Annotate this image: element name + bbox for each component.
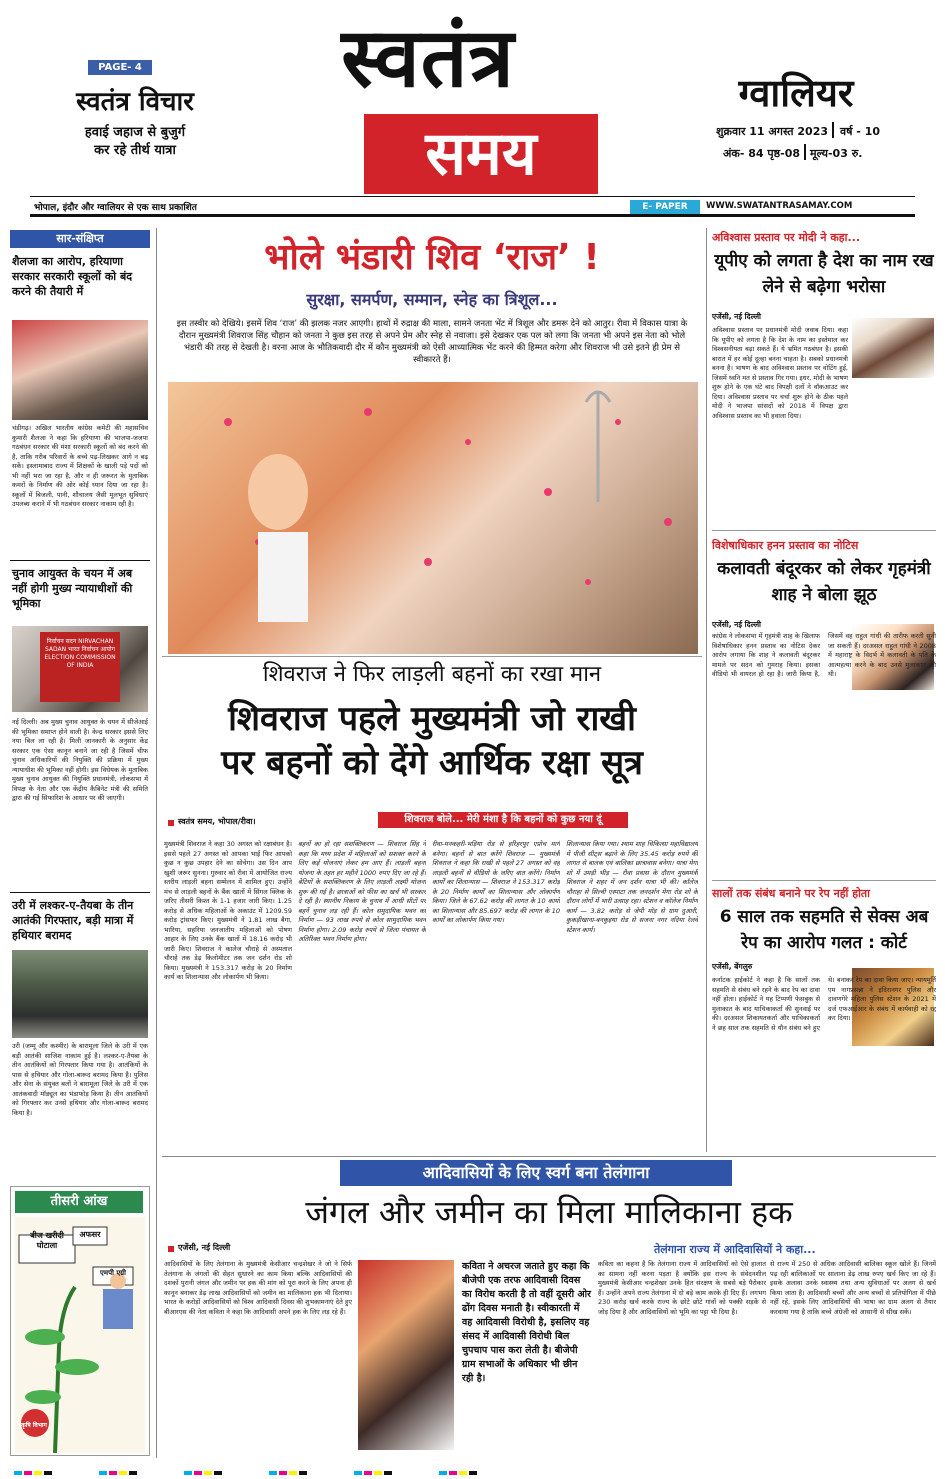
right-story2-headline[interactable]: कलावती बंदूरकर को लेकर गृहमंत्री शाह ने बोला झूठ xyxy=(717,559,931,605)
right-story1-byline: एजेंसी, नई दिल्ली xyxy=(712,312,761,321)
issue-price: मूल्य-03 रु. xyxy=(810,147,863,160)
lead-headline-part1: भोले भंडारी शिव xyxy=(264,237,481,278)
right-column xyxy=(712,228,936,1152)
sidebar-story1-body: चंडीगढ़। अखिल भारतीय कांग्रेस कमेटी की महासचिव कुमारी शैलजा ने कहा कि हरियाणा की भाजपा-जजपा गठबंधन सरकार की मंशा सरकारी स्कूलों को बंद करने की है, ताकि गरीब परिवारों के बच्चे पढ़-लिखकर आगे न बढ़ सकें। इस्लामाबाद राज्य में शिक्षकों के खाली पड़े पदों को भी नहीं भरा जा रहा है, और न ही जरूरत के मुताबिक कमरों के निर्माण की ओर कोई ध्यान दिया जा रहा है। स्कूलों में बिजली, पानी, शौचालय जैसी मूलभूत सुविधाएं उपलब्ध कराने में भी गठबंधन सरकार नाकाम रही है। xyxy=(12,424,148,508)
lead-subheadline: सुरक्षा, समर्पण, सम्मान, स्नेह का त्रिशूल... xyxy=(306,290,558,309)
sidebar-story3-headline[interactable]: उरी में लश्कर-ए-तैयबा के तीन आतंकी गिरफ्तार, बड़ी मात्रा में हथियार बरामद xyxy=(12,899,134,942)
section-title: स्वतंत्र विचार xyxy=(76,87,194,117)
cartoon-label-agro: एमपी एग्री xyxy=(100,1269,126,1277)
telangana-quote: कविता ने अचरज जताते हुए कहा कि बीजेपी एक तरफ आदिवासी दिवस का विरोध करती है तो वहीं दूसरी ओर ढोंग दिवस मनाती है। स्वीकारती में वह आदिवासी विरोधी है, इसलिए वह संसद में आदिवासी विरोधी बिल चुपचाप पास करा लेती है। बीजेपी ग्राम सभाओं के अधिकार भी छीन रही है। xyxy=(462,1261,592,1384)
page-header xyxy=(0,0,945,228)
sidebar xyxy=(10,228,153,1458)
byline-marker xyxy=(168,1246,174,1252)
telangana-right-kicker: तेलंगाना राज्य में आदिवासियों ने कहा... xyxy=(654,1243,816,1256)
telangana-col-1: आदिवासियों के लिए तेलंगाना के मुख्यमंत्री केसीआर चन्द्रशेखर ने जो ने सिर्फ तेलंगाना के जंगलों की सेहत सुधारने का काम किया बल्कि आदिवासियों की दशकों पुरानी जंगल और जमीन पर हक की मांग को पूरा करने के लिए अपना ही कानून बनाकर डेढ़ लाख आदिवासियों को जमीन का मालिकाना हक भी दिलाया। भारत के करोड़ों आदिवासियों को विश्व आदिवासी दिवस की शुभकामनाएं देते हुए बीआरएस की नेता कविता ने कहा कि आदिवासी अपने हक के लिए लड़ रहे हैं। xyxy=(164,1260,352,1316)
sidebar-story1-headline[interactable]: शैलजा का आरोप, हरियाणा सरकार सरकारी स्कूलों को बंद करने की तैयारी में xyxy=(12,255,133,298)
telangana-col-4: से राज्य में 250 से अधिक आदिवासी बालिका स्कूल खोले हैं। जिनमें पढ़ रही बालिकाओं पर सालाना डेढ़ लाख रुपए खर्च किए जा रहे हैं। इसके अलावा उनके स्वास्थ्य तथा अन्य सुविधाओं पर अलग से खर्च किया जाता है। आदिवासी बच्चों और अन्य बच्चों से प्रतियोगिता में पीछे नहीं रहें, इसके लिए आदिवासियों की भाषा का ग्राम अलग से तैयार करवाया गया है ताकि बच्चे अंग्रेजी को आसानी से सीख सकें। xyxy=(770,1260,936,1316)
terrorist-arrest-photo xyxy=(12,950,148,1038)
telangana-story xyxy=(162,1156,936,1456)
lead-intro: इस तस्वीर को देखिये। इसमें शिव ‘राज’ की झलक नजर आएगी। हाथों में रुद्राक्ष की माला, सामने जनता भेंट में त्रिशूल और डमरू देने को आतुर। रीवा में विकास यात्रा के दौरान मुख्यमंत्री शिवराज सिंह चौहान को जनता ने कुछ इस तरह से अपने प्रेम और स्नेह से नवाजा। इसे देखकर एक पल को लगा कि जनता भी अपने इस नेता को भोले भंडारी की तरह से देखती है। वरना आज के भौतिकवादी दौर में कौन मुख्यमंत्री को ऐसी आध्यात्मिक भेंट करने की हिम्मत करेगा और शिवराज भी उसे इतने ही प्रेम से स्वीकारते हैं। xyxy=(176,319,688,365)
main-headline-line2[interactable]: पर बहनों को देंगे आर्थिक रक्षा सूत्र xyxy=(221,743,643,783)
cartoon-drawing xyxy=(15,1217,145,1453)
divider xyxy=(162,1156,936,1157)
lead-col-4: शिलान्यास किया गया। श्याम शाह चिकित्सा महाविद्यालय में पीजी सीट्स बढ़ाने के लिए 35.45 करोड़ रुपये की लागत से बालक एवं बालिका छात्रावास बनेगा। यात्रा मेगा शो में उमड़ी भीड़ — रीवा प्रवास के दौरान मुख्यमंत्री शिवराज ने शहर में जन दर्शन यात्रा भी की। कॉलेज चौराहा से सिल्वी एस्पाटा तक जनदर्शन मेगा रोड शो के दौरान लोगों में भारी उत्साह रहा। स्टेशन व कॉलेज निर्माण कार्य — 3.82 करोड़ से जेपी मोड़ से ग्राम दुआरी, कुकड़ीखाना-बनकुइया रोड से सजना नगर नदिया रेलवे स्टेशन कार्य। xyxy=(566,840,698,934)
main-headline-line1[interactable]: शिवराज पहले मुख्यमंत्री जो राखी xyxy=(228,699,636,739)
lead-kicker: शिवराज ने फिर लाड़ली बहनों का रखा मान xyxy=(262,662,602,687)
right-story2-kicker: विशेषाधिकार हनन प्रस्ताव का नोटिस xyxy=(712,539,859,552)
right-story3-kicker: सालों तक संबंध बनाने पर रेप नहीं होता xyxy=(712,887,871,900)
quote-banner: शिवराज बोले... मेरी मंशा है कि बहनों को कुछ नया दूं xyxy=(378,812,628,828)
divider xyxy=(10,892,150,893)
lead-headline[interactable] xyxy=(162,234,702,282)
page-label: PAGE- 4 xyxy=(88,60,152,75)
lead-col-1: मुख्यमंत्री शिवराज ने कहा 30 अगस्त को रक्षाबंधन है। इससे पहले 27 अगस्त को आपका भाई फिर आपको कुछ न कुछ उपहार देने का सोचेगा। उस दिन आप खुशी जरूर सुनना। गुरुवार को रीवा में आयोजित राज्य स्तरीय लाड़ली बहना सम्मेलन में शामिल हुए। उन्होंने मंच से लाड़ली बहनों के बैंक खातों में सिंगल क्लिक के जरिए तीसरी किश्त के 1-1 हजार जारी किए। 1.25 करोड़ से अधिक महिलाओं के अकाउंट में 1209.59 करोड़ ट्रांसफर किए। मुख्यमंत्री ने 1.81 लाख बैगा, भारिया, सहरिया जनजातीय महिलाओं को पोषण आहार के लिए उनके बैंक खातों में 18.16 करोड़ भी जारी किए। शिवराज ने कालेज चौराहे से अस्पताल चौराहे तक डेढ़ किलोमीटर तक जन दर्शन रोड शो किया। मुख्यमंत्री ने 153.317 करोड़ के 20 निर्माण कार्य का शिलान्यास और लोकार्पण भी किया। xyxy=(164,840,292,981)
byline-marker xyxy=(168,820,174,826)
divider xyxy=(712,880,936,881)
telangana-byline: एजेंसी, नई दिल्ली xyxy=(178,1243,231,1252)
column-rule xyxy=(706,228,707,1152)
telangana-banner: आदिवासियों के लिए स्वर्ग बना तेलंगाना xyxy=(340,1160,732,1186)
cartoon-box xyxy=(10,1186,150,1456)
right-story3-byline: एजेंसी, बेंगलुरु xyxy=(712,962,753,971)
column-rule xyxy=(156,228,157,1458)
header-rule-thick xyxy=(30,214,915,217)
flower-petals-decoration xyxy=(168,382,698,654)
sidebar-story1-photo xyxy=(12,320,148,420)
telangana-col-3: कविता का कहना है कि तेलंगाना राज्य में आदिवासियों को ऐसे हालात का सामना नहीं करना पड़ता है क्योंकि इस राज्य के संवेदनशील मुख्यमंत्री केसीआर चन्द्रशेखर उनके हित संरक्षण के सबसे बड़े पैरोकार हैं। उन्होंने अपने राज्य तेलंगाना में दो बड़े काम करके ही दिए हैं। लगभग 230 करोड़ खर्च करके राज्य के छोटे छोटे गांवों को पक्की सड़कें से जोड़ दिया है और आदिवासियों को भूमि का पट्टा भी दिया है। xyxy=(598,1260,766,1316)
cartoon-label-scam: बीज खरीदी घोटाला xyxy=(30,1231,64,1250)
right-story1-kicker: अविश्वास प्रस्ताव पर मोदी ने कहा... xyxy=(712,231,861,244)
sidebar-story3-body: उरी (जम्मू और कश्मीर) के बारामूला जिले के उरी में एक बड़ी आतंकी साजिश नाकाम हुई है। लश्कर-ए-तैयबा के तीन आतंकियों को गिरफ्तार किया गया है। आतंकियों के पास से हथियार और गोला-बारूद बरामद किया है। पुलिस और सेना के संयुक्त बलों ने बारामूला जिले के उरी में एक आतंकवादी मॉड्यूल का भंडाफोड़ किया है। तीन आतंकियों को गिरफ्तार कर उनसे हथियार और गोला-बारूद बरामद किया है। xyxy=(12,1042,148,1117)
epaper-badge[interactable]: E- PAPER xyxy=(630,200,700,214)
election-commission-photo xyxy=(12,626,148,712)
edition-city: ग्वालियर xyxy=(738,70,854,115)
modi-photo xyxy=(852,318,934,378)
masthead-bottom: समय xyxy=(425,119,537,189)
website-link[interactable]: WWW.SWATANTRASAMAY.COM xyxy=(706,201,853,211)
registration-marks xyxy=(14,1460,934,1465)
cartoon-label-dept: कृषि विभाग xyxy=(21,1422,47,1429)
right-story2-body: कांग्रेस ने लोकसभा में गृहमंत्री शाह के खिलाफ विशेषाधिकार हनन प्रस्ताव का नोटिस देकर आरोप लगाया कि शाह ने कलावती बंदूरकर मामले पर सदन को गुमराह किया। इसका वीडियो भी वायरल हो रहा है। जारी किया है, जिसमें वह राहुल गांधी की तारीफ करती सुनी जा सकती हैं। दरअसल राहुल गांधी ने 2008 में महाराष्ट्र के विदर्भ में कलावती के पति के आत्महत्या करने के बाद उनसे मुलाकात की थी। xyxy=(712,632,936,678)
issue-number: अंक- 84 पृष्ठ-08 xyxy=(723,147,800,160)
issue-year: वर्ष - 10 xyxy=(840,125,881,138)
right-story2-byline: एजेंसी, नई दिल्ली xyxy=(712,620,761,629)
sidebar-story2-body: नई दिल्ली। अब मुख्य चुनाव आयुक्त के चयन में सीजेआई की भूमिका समाप्त होने वाली है। केन्द्र सरकार इससे लिए नया बिल ला रही है। मिली जानकारी के अनुसार केंद्र सरकार एक ऐसा कानून बनाने जा रही है जिसमें चीफ चुनाव अधिकारियों की नियुक्ति की प्रक्रिया में मुख्य न्यायाधीश की भूमिका नहीं होगी। इस विधेयक के मुताबिक मुख्य चुनाव आयुक्त की नियुक्ति प्रधानमंत्री, लोकसभा में विपक्ष के नेता और एक केंद्रीय कैबिनेट मंत्री की समिति द्वारा की गई सिफारिश के आधार पर की जाएगी। xyxy=(12,718,148,802)
sidebar-title: सार-संक्षिप्त xyxy=(10,230,150,248)
teaser-line-1[interactable]: हवाई जहाज से बुजुर्ग xyxy=(84,125,186,140)
telangana-headline[interactable]: जंगल और जमीन का मिला मालिकाना हक xyxy=(305,1193,793,1231)
divider xyxy=(162,656,702,657)
header-rule xyxy=(30,196,915,197)
kavitha-photo xyxy=(358,1260,454,1450)
teaser-line-2[interactable]: कर रहे तीर्थ यात्रा xyxy=(94,143,176,158)
right-story1-body: अविश्वास प्रस्ताव पर प्रधानमंत्री मोदी जवाब दिया। कहा कि यूपीए को लगता है कि देश के नाम का इस्तेमाल कर विश्वसनीयता बढ़ा सकते हैं। ये भ्रमित गठबंधन है। इसकी बारात में हर कोई दूल्हा बनना चाहता है। सबको प्रधानमंत्री बनना है। भाषण के बाद अविश्वास प्रस्ताव पर वोटिंग हुई, जिसमें ध्वनि मत से प्रस्ताव गिर गया। इधर, मोदी के भाषण शुरू होने के एक घंटे बाद विपक्षी दलों ने वॉकआउट कर दिया। अविश्वास प्रस्ताव पर चर्चा शुरू होने के ठीक पहले मोदी ने भाजपा सांसदों को 2018 में विपक्ष द्वारा अविश्वास प्रस्ताव का भी हवाला दिया। xyxy=(712,326,848,420)
cartoon-label-officer: अफसर xyxy=(79,1230,101,1239)
lead-photo xyxy=(168,382,698,654)
header-divider xyxy=(832,122,834,138)
lead-story xyxy=(162,228,702,1158)
sidebar-story2-headline[interactable]: चुनाव आयुक्त के चयन में अब नहीं होगी मुख्य न्यायाधीशों की भूमिका xyxy=(12,567,133,610)
header-divider-2 xyxy=(804,144,806,160)
lead-byline: स्वतंत्र समय, भोपाल/रीवा। xyxy=(178,817,256,826)
divider xyxy=(10,560,150,561)
masthead-top: स्वतंत्र xyxy=(341,10,515,106)
lead-col-3: रीवा-मनकहरी-भड़िया रोड से हरिहरपुर एप्रोच मार्ग बनेगा। बहनों से बात करेंगे शिवराज — मुख्यमंत्री शिवराज ने कहा कि राखी से पहले 27 अगस्त को वह लाड़ली बहनों से वीडियो के जरिए बात करेंगे। निर्माण कार्यों का शिलान्यास — शिवराज ने 153.317 करोड़ के 20 निर्माण कार्यों का शिलान्यास और लोकार्पण किया। जिले के 67.62 करोड़ की लागत के 10 कार्यों का शिलान्यास और 85.697 करोड़ की लागत के 10 कार्यों का लोकार्पण किया गया। xyxy=(432,840,560,924)
photo-caption: निर्वाचन सदन NIRVACHAN SADAN भारत निर्वाचन आयोग ELECTION COMMISSION OF INDIA xyxy=(40,632,120,702)
lead-headline-part2: ‘राज’ ! xyxy=(492,237,600,278)
tagline: भोपाल, इंदौर और ग्वालियर से एक साथ प्रकाशित xyxy=(34,203,197,213)
right-story1-headline[interactable]: यूपीए को लगता है देश का नाम रख लेने से बढ़ेगा भरोसा xyxy=(714,251,934,297)
issue-date: शुक्रवार 11 अगस्त 2023 xyxy=(716,125,828,138)
lead-col-2: बहनों का हो रहा सशक्तिकरण — शिवराज सिंह ने कहा कि मध्य प्रदेश में महिलाओं को सशक्त करने के लिए कई योजनाएं लेकर हम आए हैं। लाड़ली बहना योजना के तहत हर महीने 1000 रुपए दिए जा रहे हैं। बेटियों के सशक्तिकरण के लिए लाड़ली लक्ष्मी योजना शुरू की गई है। छात्राओं को फीस का खर्च भी सरकार दे रही है। स्थानीय निकाय के चुनाव में आधी सीटों पर बहनें चुनाव लड़ रही हैं। कोल समुदायिक भवन का निर्माण — 93 लाख रुपये से कोल सामुदायिक भवन निर्माण होगा। 2.09 करोड़ रुपये से जिला पंचायत के अतिरिक्त भवन निर्माण होगा। xyxy=(298,840,426,943)
right-story3-body: कर्नाटक हाईकोर्ट ने कहा है कि सालों तक सहमति से संबंध बने रहने के बाद रेप का दावा नहीं होता। हाईकोर्ट ने यह टिप्पणी फेसबुक से मुलाकात के बाद याचिकाकर्ता की सुनवाई पर की। दरअसल शिकायतकर्ता और याचिकाकर्ता ने छह साल तक सहमति से यौन संबंध बने हुए थे। बनाकर रेप का दावा किया जाए। न्यायमूर्ति एम नागप्रसन्ना ने इंदिरानगर पुलिस और दावणगेरे महिला पुलिस स्टेशन के 2021 में दर्ज एफआईआर के संबंध में कार्यवाही को रद्द कर दिया। xyxy=(712,976,936,1032)
divider xyxy=(712,530,936,531)
cartoon-title: तीसरी आंख xyxy=(15,1191,143,1213)
right-story3-headline[interactable]: 6 साल तक सहमति से सेक्स अब रेप का आरोप गलत : कोर्ट xyxy=(719,907,929,953)
